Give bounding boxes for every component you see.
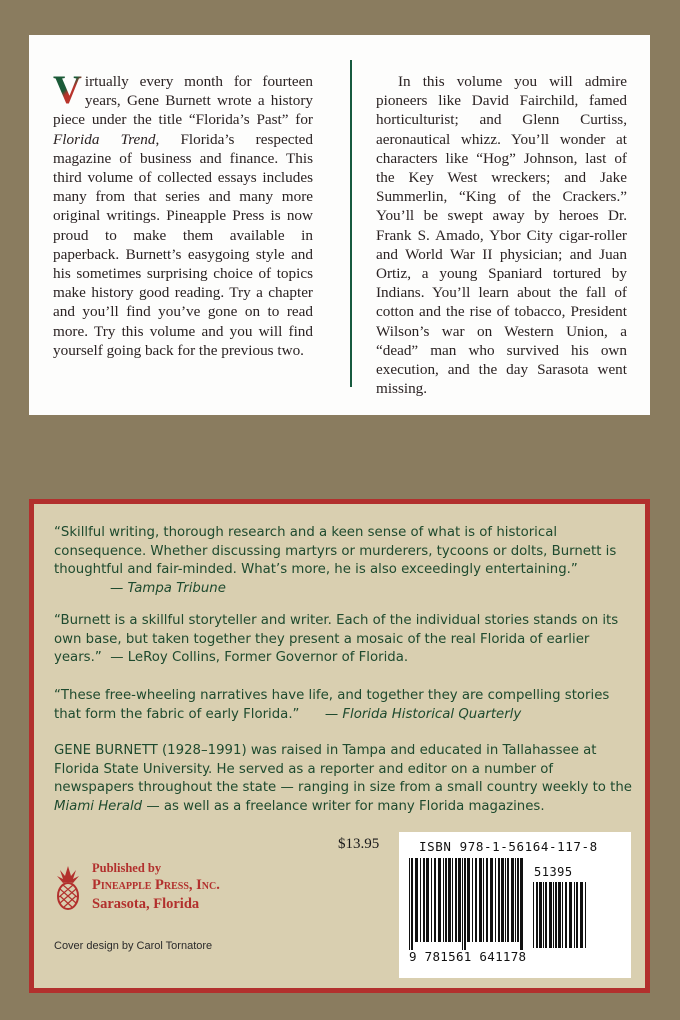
description-left-text-continued: , Florida’s respected magazine of business and finance. This third volume of collected essays includes many from that series and many more original writings. Pineapple Press is now proud to make them available in paperback. Burnett’s easygoing style and his sometimes surprising choice of topics make history good reading. Try a chapter and you’ll find you’ve gone on to read more. Try this volume and you will find yourself going back for the previous two. — [53, 130, 313, 359]
pineapple-icon — [54, 864, 82, 910]
description-right-column: In this volume you will admire pioneers like David Fairchild, famed horticulturist; and Glenn Curtiss, aeronautical whizz. You’ll wonder at characters like “Hog” Johnson, last of the Key West wreckers; and Jake Summerlin, “King of the Crackers.” You’ll be swept away by heroes Dr. Frank S. Amado, Ybor City cigar-roller and World War II physician; and Juan Ortiz, a young Spaniard tortured by Indians. You’ll learn about the fall of cotton and the rise of tobacco, President Wilson’s war on Western Union, a “dead” man who survived his own execution, and the day Sarasota went missing. — [376, 73, 627, 398]
description-left-text: irtually every month for fourteen years, Gene Burnett wrote a history piece under the title “Florida’s Past” for — [53, 73, 313, 129]
quote-text: “Burnett is a skillful storyteller and writer. Each of the individual stories stands on its own base, but taken together they present a mosaic of the real Florida of earlier years.” — [54, 613, 619, 665]
review-quote-2 — [54, 612, 634, 668]
quote-text: “These free-wheeling narratives have life, and together they are compelling stories that form the fabric of early Florida.” — [54, 688, 610, 722]
author-bio — [54, 742, 634, 816]
review-quote-3 — [54, 687, 634, 724]
addon-bars-icon — [531, 882, 591, 948]
publisher-name: Pineapple Press, Inc. — [92, 877, 220, 893]
quote-attribution: — LeRoy Collins, Former Governor of Florida. — [110, 650, 409, 665]
quote-attribution: — Florida Historical Quarterly — [324, 706, 522, 722]
publisher-city: Sarasota, Florida — [92, 896, 200, 912]
isbn-barcode — [399, 832, 631, 978]
column-divider — [350, 60, 352, 387]
quote-attribution: — Tampa Tribune — [110, 580, 226, 596]
description-panel — [29, 35, 650, 415]
drop-cap-letter: V — [53, 67, 82, 112]
magazine-title: Florida Trend — [53, 130, 156, 148]
cover-credit: Cover design by Carol Tornatore — [54, 940, 213, 952]
published-by-label: Published by — [92, 861, 162, 875]
isbn-label: ISBN 978-1-56164-117-8 — [419, 839, 598, 854]
price-addon-number: 51395 — [534, 865, 573, 879]
quote-text: “Skillful writing, thorough research and a keen sense of what is of historical consequence. Whether discussing martyrs or murderers, tycoons or dolts, Burnett is thoughtful and fair-minded. What’s more, he is also exceedingly entertaining.” — [54, 525, 617, 577]
review-quote-1 — [54, 524, 634, 598]
bio-text-continued: — as well as a freelance writer for many Florida magazines. — [142, 798, 545, 814]
barcode-bars-icon — [407, 858, 527, 950]
price-label: $13.95 — [338, 836, 380, 852]
newspaper-title: Miami Herald — [54, 798, 143, 814]
barcode-digits: 9 781561 641178 — [409, 949, 527, 964]
publisher-text — [92, 860, 312, 914]
bio-text: GENE BURNETT (1928–1991) was raised in Tampa and educated in Tallahassee at Florida State University. He served as a reporter and editor on a number of newspapers throughout the state — ranging in size from a small country weekly to the — [54, 743, 632, 795]
reviews-panel — [29, 499, 650, 993]
description-left-column — [53, 67, 313, 360]
